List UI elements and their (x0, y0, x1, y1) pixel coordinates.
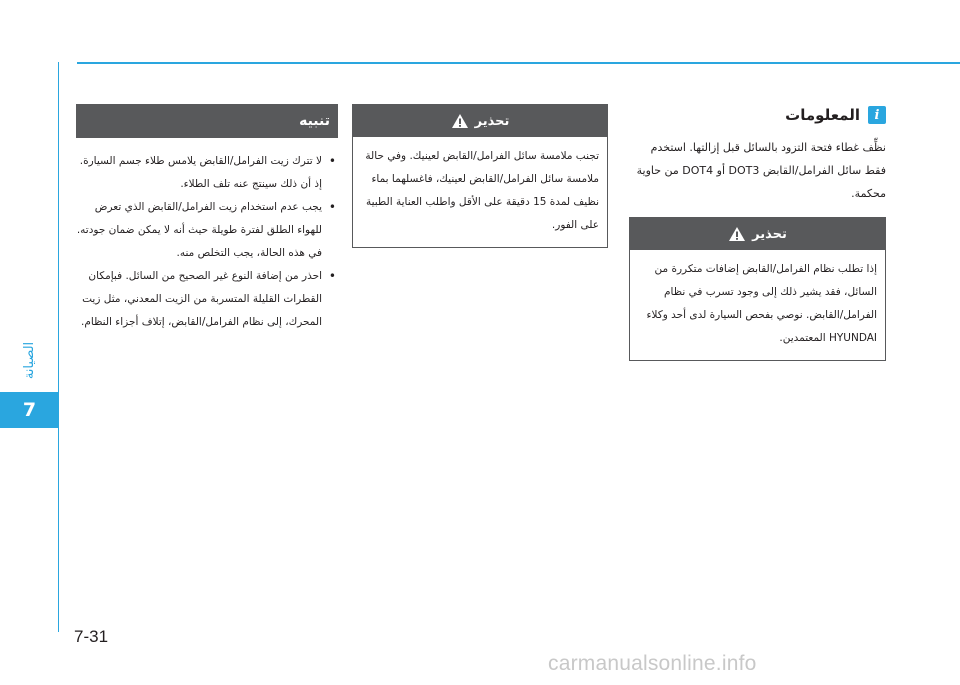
page-number: 7-31 (74, 627, 109, 646)
side-rule (58, 62, 59, 632)
warning-box (352, 104, 608, 248)
warning-body: تجنب ملامسة سائل الفرامل/القابض لعينيك. وفي حالة ملامسة سائل الفرامل/القابض لعينيك، فاغسلهما بماء نظيف لمدة 15 دقيقة على الأقل واطلب العناية الطبية على الفور. (365, 150, 599, 231)
warning-title: تحذير (474, 113, 510, 129)
info-icon (868, 106, 886, 124)
warning-triangle-icon (451, 113, 469, 129)
caution-bullet: • لا تترك زيت الفرامل/القابض يلامس طلاء جسم السيارة. إذ أن ذلك سينتج عنه تلف الطلاء. (76, 150, 338, 196)
warning-body: إذا تطلب نظام الفرامل/القابض إضافات متكررة من السائل، فقد يشير ذلك إلى وجود تسرب في نظام الفرامل/القابض. نوصي بفحص السيارة لدى أحد وكلاء HYUNDAI المعتمدين. (646, 263, 877, 344)
watermark: carmanualsonline.info (548, 652, 757, 675)
info-body: نظِّف غطاء فتحة التزود بالسائل قبل إزالتها. استخدم فقط سائل الفرامل/القابض DOT3 أو DOT4 من حاوية محكمة. (636, 141, 886, 200)
warning-triangle-icon (728, 226, 746, 242)
info-icon-letter: i (874, 107, 880, 123)
caution-header (76, 104, 338, 138)
caution-title: تنبيه (299, 113, 330, 129)
warning-header (353, 105, 607, 137)
chapter-side-label-text: الصيانة (22, 341, 38, 379)
info-section (629, 104, 886, 361)
caution-bullet: • احذر من إضافة النوع غير الصحيح من السائل. فبإمكان القطرات القليلة المتسربة من الزيت المعدني، مثل زيت المحرك، إلى نظام الفرامل/القابض، إتلاف أجزاء النظام. (76, 265, 338, 334)
info-title: المعلومات (785, 106, 860, 124)
warning-box (629, 217, 886, 361)
chapter-tab (0, 392, 59, 428)
caution-bullet: • يجب عدم استخدام زيت الفرامل/القابض الذي تعرض للهواء الطلق لفترة طويلة حيث أنه لا يمكن ضمان جودته. في هذه الحالة، يجب التخلص منه. (76, 196, 338, 265)
caution-section (76, 104, 338, 334)
warning-header (630, 218, 885, 250)
top-rule (77, 62, 960, 64)
warning-title: تحذير (752, 226, 787, 242)
info-title-row (629, 104, 886, 126)
chapter-number: 7 (22, 399, 37, 421)
caution-bullet-list (76, 150, 338, 334)
warning-section-mid (352, 104, 608, 248)
chapter-side-label (6, 330, 54, 390)
